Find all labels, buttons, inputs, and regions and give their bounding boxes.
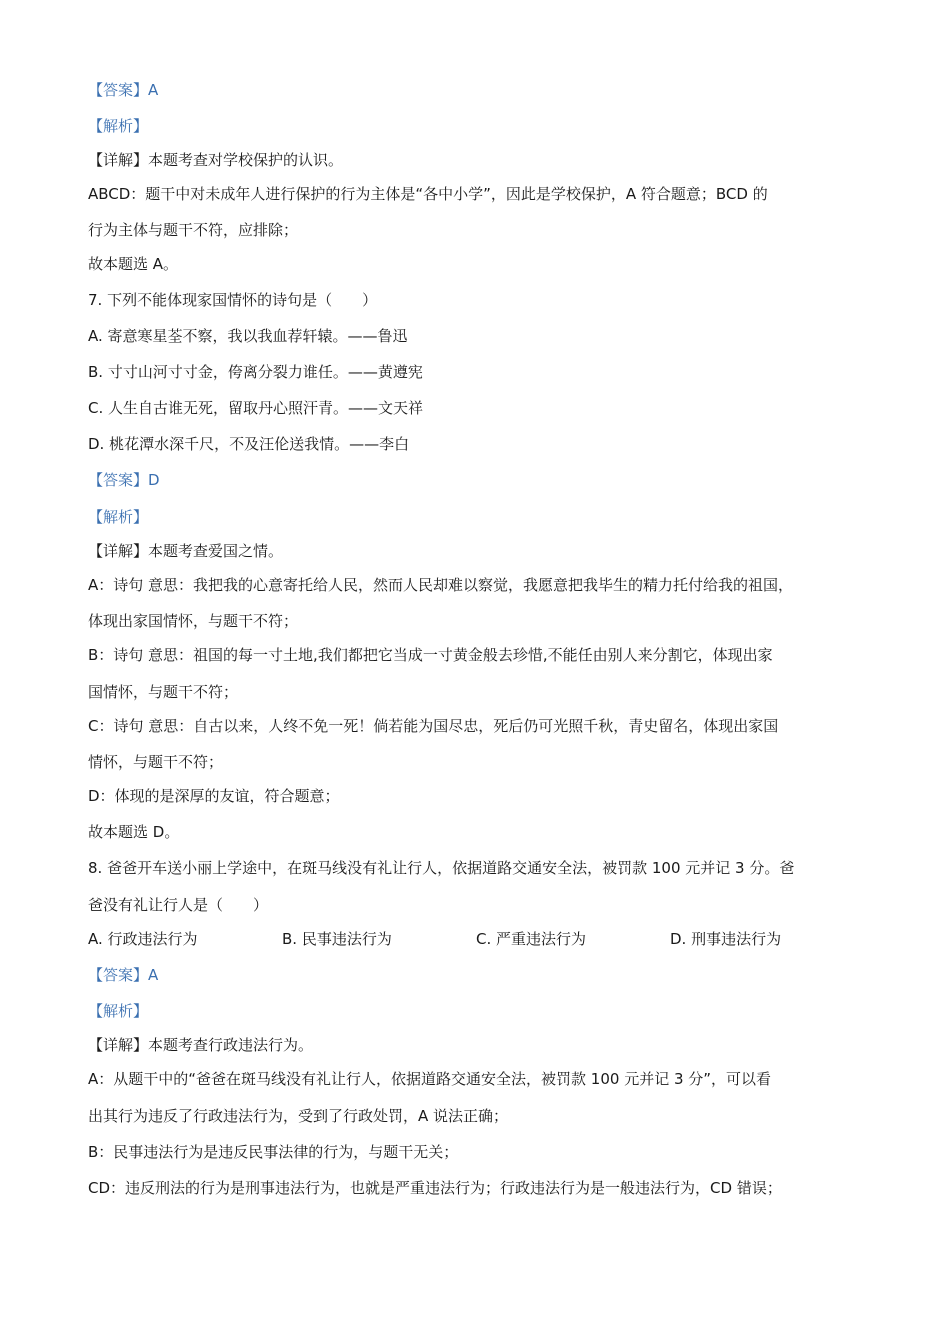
conclusion-text: 故本题选 A。 <box>88 255 179 273</box>
option-b: B. 民事违法行为 <box>282 930 392 948</box>
option-d: D. 桃花潭水深千尺，不及汪伦送我情。——李白 <box>88 435 410 453</box>
option-a: A. 寄意寒星荃不察，我以我血荐轩辕。——鲁迅 <box>88 327 408 345</box>
explanation-text: B：民事违法行为是违反民事法律的行为，与题干无关； <box>88 1143 459 1161</box>
analysis-label: 【解析】 <box>88 117 149 135</box>
explanation-text: B：诗句 意思：祖国的每一寸土地,我们都把它当成一寸黄金般去珍惜,不能任由别人来分割它，体现出家 <box>88 646 773 664</box>
detail-text: 【详解】本题考查行政违法行为。 <box>88 1036 314 1054</box>
option-c: C. 严重违法行为 <box>476 930 587 948</box>
analysis-label: 【解析】 <box>88 1002 149 1020</box>
detail-text: 【详解】本题考查爱国之情。 <box>88 542 284 560</box>
option-a: A. 行政违法行为 <box>88 930 198 948</box>
explanation-text: A：诗句 意思：我把我的心意寄托给人民，然而人民却难以察觉，我愿意把我毕生的精力托付给我的祖国， <box>88 576 794 594</box>
option-b: B. 寸寸山河寸寸金，侉离分裂力谁任。——黄遵宪 <box>88 363 423 381</box>
explanation-text: 出其行为违反了行政违法行为，受到了行政处罚，A 说法正确； <box>88 1107 509 1125</box>
explanation-text: D：体现的是深厚的友谊，符合题意； <box>88 787 340 805</box>
question-stem: 爸没有礼让行人是（ ） <box>88 896 269 914</box>
conclusion-text: 故本题选 D。 <box>88 823 180 841</box>
explanation-text: 体现出家国情怀，与题干不符； <box>88 612 299 630</box>
answer-label: 【答案】A <box>88 81 159 99</box>
explanation-text: ABCD：题干中对未成年人进行保护的行为主体是“各中小学”，因此是学校保护，A 符合题意；BCD 的 <box>88 185 768 203</box>
explanation-text: 情怀，与题干不符； <box>88 753 224 771</box>
explanation-text: CD：违反刑法的行为是刑事违法行为，也就是严重违法行为；行政违法行为是一般违法行为，CD 错误； <box>88 1179 782 1197</box>
question-stem: 7. 下列不能体现家国情怀的诗句是（ ） <box>88 291 378 309</box>
answer-label: 【答案】A <box>88 966 159 984</box>
explanation-text: 国情怀，与题干不符； <box>88 683 239 701</box>
question-stem: 8. 爸爸开车送小丽上学途中，在斑马线没有礼让行人，依据道路交通安全法，被罚款 100 元并记 3 分。爸 <box>88 859 795 877</box>
option-d: D. 刑事违法行为 <box>670 930 782 948</box>
detail-text: 【详解】本题考查对学校保护的认识。 <box>88 151 344 169</box>
explanation-text: C：诗句 意思：自古以来，人终不免一死！倘若能为国尽忠，死后仍可光照千秋，青史留名，体现出家国 <box>88 717 779 735</box>
answer-label: 【答案】D <box>88 471 160 489</box>
option-c: C. 人生自古谁无死，留取丹心照汗青。——文天祥 <box>88 399 424 417</box>
explanation-text: 行为主体与题干不符，应排除； <box>88 221 299 239</box>
explanation-text: A：从题干中的“爸爸在斑马线没有礼让行人，依据道路交通安全法，被罚款 100 元并记 3 分”，可以看 <box>88 1070 772 1088</box>
analysis-label: 【解析】 <box>88 508 149 526</box>
